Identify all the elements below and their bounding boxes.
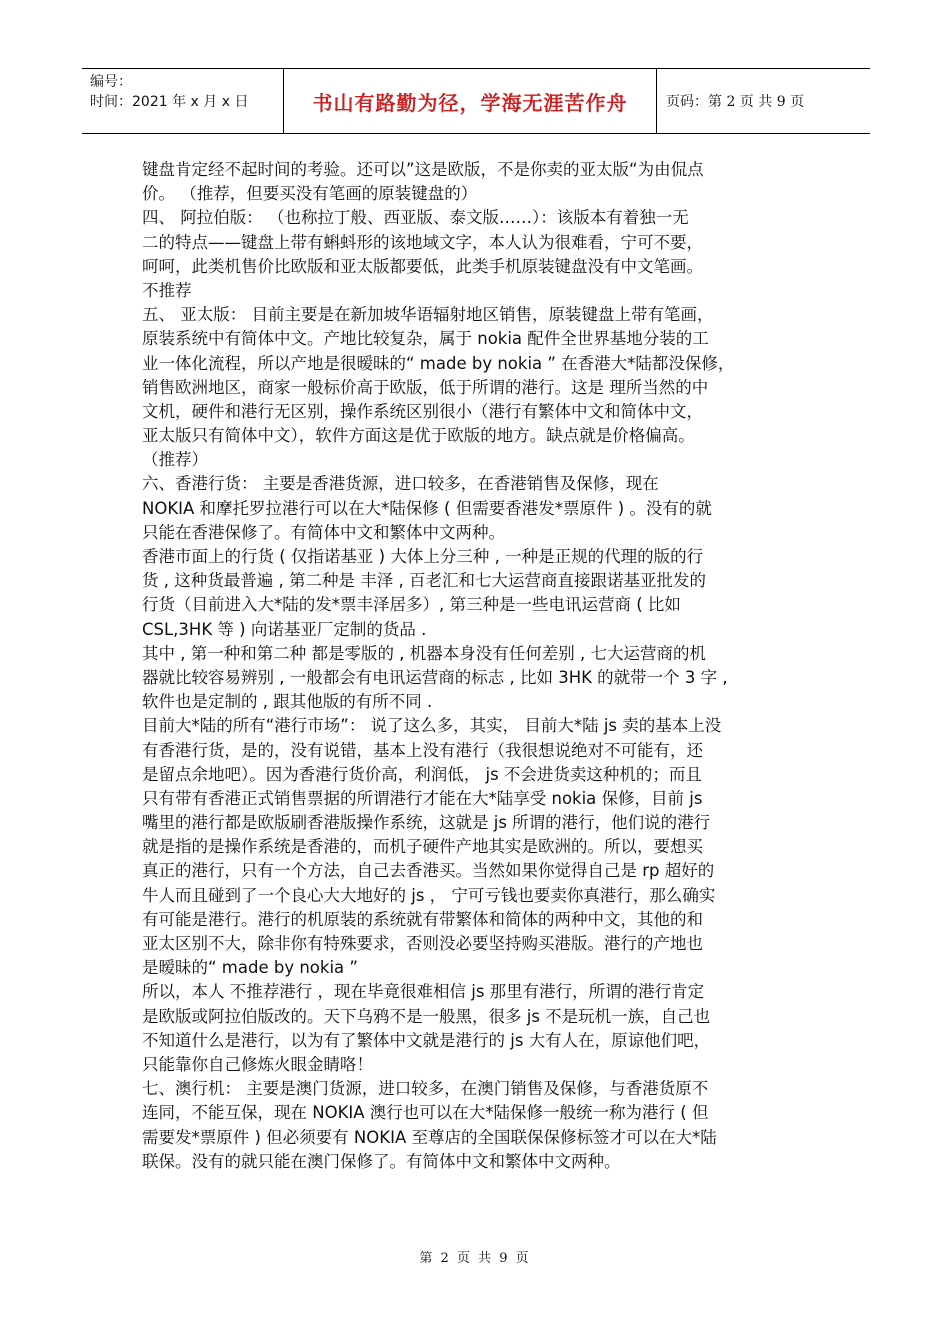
body-text-line: 键盘肯定经不起时间的考验。还可以”这是欧版，不是你卖的亚太版“为由侃点	[142, 160, 704, 179]
body-text-line: 软件也是定制的 , 跟其他版的有所不同 .	[142, 692, 433, 712]
header-divider-right	[656, 68, 657, 134]
body-text-line: 五、 亚太版： 目前主要是在新加坡华语辐射地区销售，原装键盘上带有笔画，	[142, 305, 714, 325]
body-text-line: 二的特点——键盘上带有蝌蚪形的该地域文字，本人认为很难看，宁可不要，	[142, 232, 703, 252]
body-text-line: 其中 , 第一种和第二种 都是零版的 , 机器本身没有任何差别 , 七大运营商的机	[142, 643, 706, 663]
body-text-line: 器就比较容易辨别 , 一般都会有电讯运营商的标志 , 比如 3HK 的就带一个 3 字 ,	[142, 667, 728, 687]
document-number-label: 编号：	[90, 74, 132, 90]
body-text-line: 业一体化流程，所以产地是很暧昧的“ made by nokia ” 在香港大*陆都没保修，	[142, 353, 735, 373]
body-text-line: 是暧昧的“ made by nokia ”	[142, 958, 358, 978]
body-text-line: 销售欧洲地区，商家一般标价高于欧版，低于所谓的港行。这是 理所当然的中	[142, 377, 709, 397]
body-text-line: 联保。没有的就只能在澳门保修了。有简体中文和繁体中文两种。	[142, 1151, 621, 1171]
body-text-line: 价。 （推荐，但要买没有笔画的原装键盘的）	[142, 184, 478, 204]
body-text-line: 真正的港行，只有一个方法，自己去香港买。当然如果你觉得自己是 rp 超好的	[142, 861, 715, 881]
body-text-line: 行货（目前进入大*陆的发*票丰泽居多）, 第三种是一些电讯运营商 ( 比如	[142, 595, 681, 615]
body-text-line: CSL,3HK 等 ) 向诺基亚厂定制的货品 .	[142, 619, 427, 639]
body-text-line: 香港市面上的行货 ( 仅指诺基亚 ) 大体上分三种 , 一种是正规的代理的版的行	[142, 547, 704, 566]
body-text-line: 不知道什么是港行，以为有了繁体中文就是港行的 js 大有人在，原谅他们吧，	[142, 1030, 711, 1050]
body-text-line: 七、澳行机： 主要是澳门货源，进口较多，在澳门销售及保修，与香港货原不	[142, 1079, 709, 1099]
body-text-line: 亚太版只有简体中文），软件方面这是优于欧版的地方。缺点就是价格偏高。	[142, 426, 695, 446]
body-text-line: 四、 阿拉伯版： （也称拉丁般、西亚版、泰文版……）：该版本有着独一无	[142, 208, 689, 228]
body-text-line: 牛人而且碰到了一个良心大大地好的 js ， 宁可亏钱也要卖你真港行，那么确实	[142, 885, 716, 905]
header-page-info: 页码：第 2 页 共 9 页	[666, 94, 805, 110]
body-text-line: 文机，硬件和港行无区别，操作系统区别很小（港行有繁体中文和简体中文，	[142, 401, 703, 421]
body-text-line: 呵呵，此类机售价比欧版和亚太版都要低，此类手机原装键盘没有中文笔画。	[142, 256, 703, 276]
body-text-line: 货 , 这种货最普遍 , 第二种是 丰泽 , 百老汇和七大运营商直接跟诺基亚批发的	[142, 571, 706, 591]
page-header	[82, 68, 870, 134]
body-text-line: 原装系统中有简体中文。产地比较复杂，属于 nokia 配件全世界基地分装的工	[142, 329, 709, 349]
body-text-line: 只能靠你自己修炼火眼金睛咯！	[142, 1054, 373, 1074]
body-text-line: （推荐）	[142, 450, 208, 470]
body-text-line: 嘴里的港行都是欧版刷香港版操作系统，这就是 js 所谓的港行，他们说的港行	[142, 813, 711, 833]
body-text-line: 连同，不能互保，现在 NOKIA 澳行也可以在大*陆保修一般统一称为港行 ( 但	[142, 1103, 709, 1123]
body-text-line: 不推荐	[142, 280, 192, 300]
body-text-line: 需要发*票原件 ) 但必须要有 NOKIA 至尊店的全国联保保修标签才可以在大*陆	[142, 1127, 717, 1147]
body-text-line: 只能在香港保修了。有简体中文和繁体中文两种。	[142, 522, 505, 542]
document-time-label: 时间：2021 年 x 月 x 日	[90, 94, 249, 110]
body-text-line: 六、香港行货： 主要是香港货源，进口较多，在香港销售及保修，现在	[142, 474, 659, 494]
body-text-line: 是留点余地吧）。因为香港行货价高，利润低， js 不会进货卖这种机的；而且	[142, 764, 702, 784]
body-text-line: NOKIA 和摩托罗拉港行可以在大*陆保修 ( 但需要香港发*票原件 ) 。没有的就	[142, 498, 712, 518]
header-motto: 书山有路勤为径，学海无涯苦作舟	[312, 90, 628, 115]
header-meta	[90, 72, 248, 112]
body-text-line: 所以，本人 不推荐港行 ，现在毕竟很难相信 js 那里有港行，所谓的港行肯定	[142, 982, 705, 1002]
document-body	[142, 158, 822, 1174]
body-text-line: 目前大*陆的所有“港行市场”： 说了这么多，其实， 目前大*陆 js 卖的基本上没	[142, 716, 722, 736]
body-text-line: 是欧版或阿拉伯版改的。天下乌鸦不是一般黑，很多 js 不是玩机一族，自己也	[142, 1006, 711, 1026]
body-text-line: 只有带有香港正式销售票据的所谓港行才能在大*陆享受 nokia 保修，目前 js	[142, 788, 703, 808]
body-text-line: 有香港行货，是的，没有说错，基本上没有港行（我很想说绝对不可能有，还	[142, 740, 703, 760]
body-text-line: 有可能是港行。港行的机原装的系统就有带繁体和简体的两种中文，其他的和	[142, 909, 703, 929]
body-text-line: 亚太区别不大，除非你有特殊要求，否则没必要坚持购买港版。港行的产地也	[142, 934, 703, 953]
body-text-line: 就是指的是操作系统是香港的，而机子硬件产地其实是欧洲的。所以，要想买	[142, 837, 703, 857]
page-footer: 第 2 页 共 9 页	[419, 1251, 531, 1266]
